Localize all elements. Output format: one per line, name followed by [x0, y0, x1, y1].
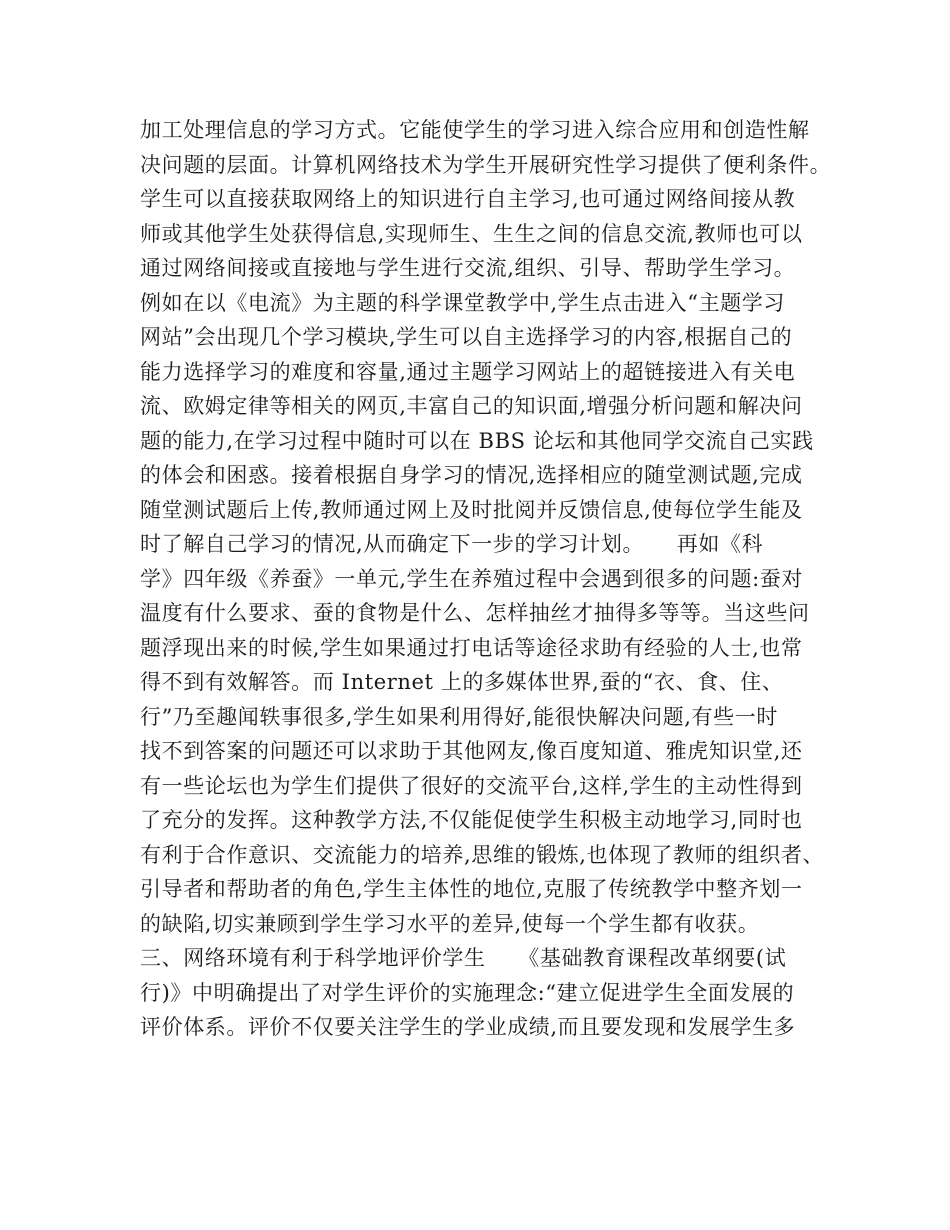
- text-line: 得不到有效解答。而 Internet 上的多媒体世界,蚕的“衣、食、住、: [140, 670, 784, 694]
- text-line: 学》四年级《养蚕》一单元,学生在养殖过程中会遇到很多的问题:蚕对: [140, 566, 803, 591]
- text-line: 通过网络间接或直接地与学生进行交流,组织、引导、帮助学生学习。: [140, 256, 796, 280]
- text-line: 网站”会出现几个学习模块,学生可以自主选择学习的内容,根据自己的: [140, 325, 793, 349]
- text-line: 加工处理信息的学习方式。它能使学生的学习进入综合应用和创造性解: [140, 118, 810, 142]
- text-line: 能力选择学习的难度和容量,通过主题学习网站上的超链接进入有关电: [140, 359, 796, 384]
- text-line: 时了解自己学习的情况,从而确定下一步的学习计划。 再如《科: [140, 532, 764, 556]
- text-line: 学生可以直接获取网络上的知识进行自主学习,也可通过网络间接从教: [140, 187, 796, 211]
- text-line: 评价体系。评价不仅要关注学生的学业成绩,而且要发现和发展学生多: [140, 1015, 796, 1039]
- text-line: 流、欧姆定律等相关的网页,丰富自己的知识面,增强分析问题和解决问: [140, 394, 803, 418]
- text-line: 温度有什么要求、蚕的食物是什么、怎样抽丝才抽得多等等。当这些问: [140, 601, 810, 625]
- text-line: 题浮现出来的时候,学生如果通过打电话等途径求助有经验的人士,也常: [140, 635, 803, 660]
- text-line: 的缺陷,切实兼顾到学生学习水平的差异,使每一个学生都有收获。: [140, 911, 760, 936]
- text-line: 找不到答案的问题还可以求助于其他网友,像百度知道、雅虎知识堂,还: [140, 739, 803, 763]
- text-line: 例如在以《电流》为主题的科学课堂教学中,学生点击进入“主题学习: [140, 290, 786, 315]
- text-line: 决问题的层面。计算机网络技术为学生开展研究性学习提供了便利条件。: [140, 152, 832, 177]
- text-line: 了充分的发挥。这种教学方法,不仅能促使学生积极主动地学习,同时也: [140, 808, 803, 832]
- text-line: 的体会和困惑。接着根据自身学习的情况,选择相应的随堂测试题,完成: [140, 463, 803, 487]
- text-line: 三、网络环境有利于科学地评价学生 《基础教育课程改革纲要(试: [140, 946, 787, 970]
- text-line: 有利于合作意识、交流能力的培养,思维的锻炼,也体现了教师的组织者、: [140, 842, 825, 867]
- text-line: 行)》中明确提出了对学生评价的实施理念:“建立促进学生全面发展的: [140, 980, 795, 1005]
- text-line: 师或其他学生处获得信息,实现师生、生生之间的信息交流,教师也可以: [140, 221, 803, 246]
- text-line: 有一些论坛也为学生们提供了很好的交流平台,这样,学生的主动性得到: [140, 773, 803, 798]
- text-line: 行”乃至趣闻轶事很多,学生如果利用得好,能很快解决问题,有些一时: [140, 704, 778, 729]
- text-line: 题的能力,在学习过程中随时可以在 BBS 论坛和其他同学交流自己实践: [140, 428, 814, 453]
- body-text: [140, 113, 832, 1045]
- text-line: 引导者和帮助者的角色,学生主体性的地位,克服了传统教学中整齐划一: [140, 877, 803, 901]
- text-line: 随堂测试题后上传,教师通过网上及时批阅并反馈信息,使每位学生能及: [140, 497, 803, 522]
